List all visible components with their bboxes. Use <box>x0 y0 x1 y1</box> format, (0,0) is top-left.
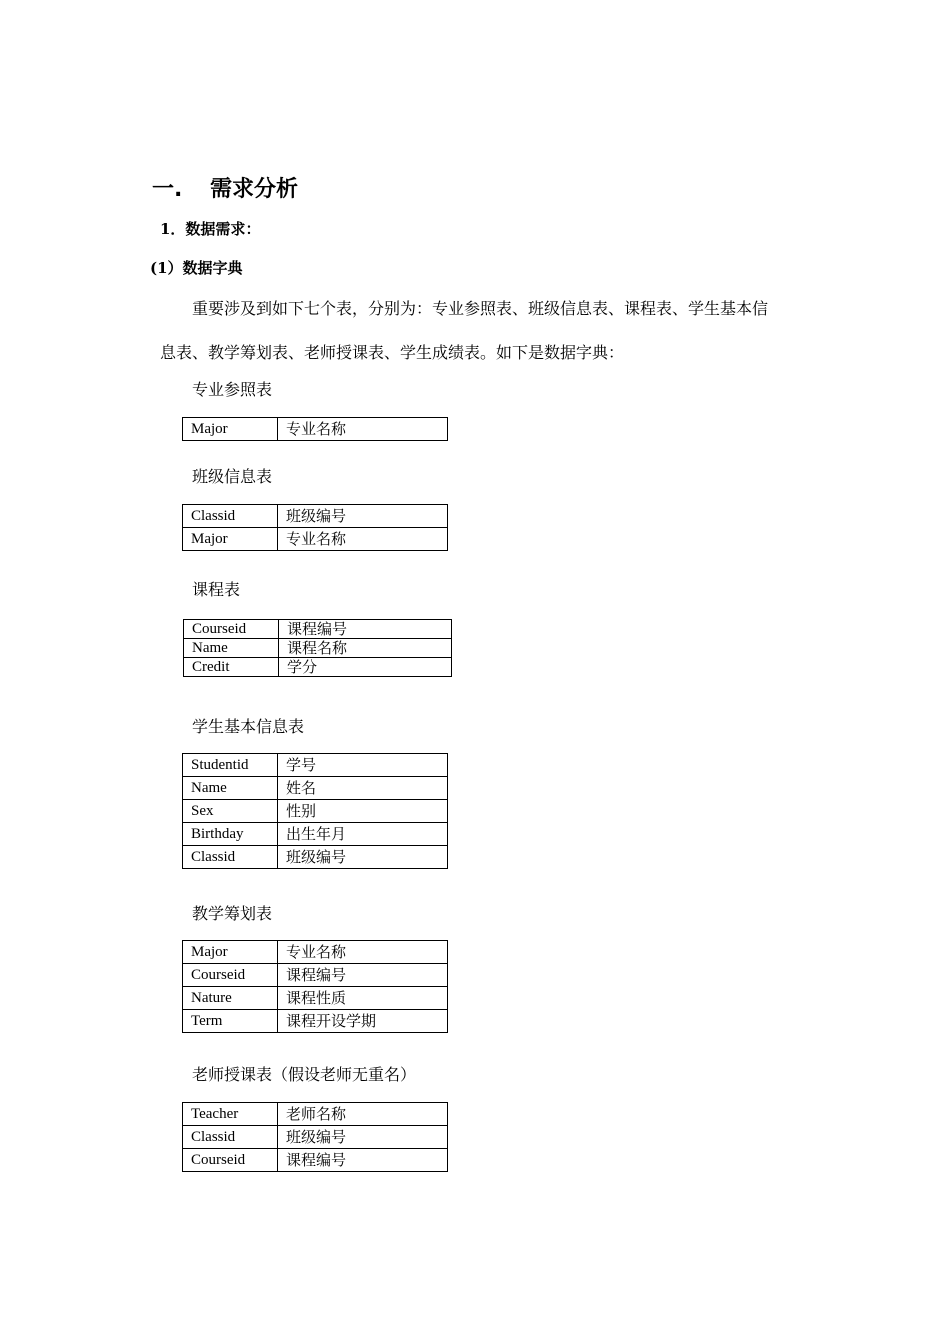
table-row <box>183 754 448 777</box>
field-desc: 专业名称 <box>278 941 448 964</box>
field-desc: 课程开设学期 <box>278 1010 448 1033</box>
field-name: Courseid <box>184 620 279 639</box>
table-caption-teaching-plan: 教学筹划表 <box>192 904 273 923</box>
table-row <box>183 1149 448 1172</box>
field-name: Courseid <box>183 1149 278 1172</box>
field-desc: 出生年月 <box>278 823 448 846</box>
intro-line-2: 息表、教学筹划表、老师授课表、学生成绩表。如下是数据字典： <box>160 343 625 362</box>
field-desc: 学号 <box>278 754 448 777</box>
field-desc: 性别 <box>278 800 448 823</box>
field-name: Term <box>183 1010 278 1033</box>
field-name: Classid <box>183 505 278 528</box>
table-caption-teacher: 老师授课表（假设老师无重名） <box>192 1065 417 1084</box>
field-desc: 课程编号 <box>278 1149 448 1172</box>
field-name: Sex <box>183 800 278 823</box>
table-caption-major: 专业参照表 <box>192 380 273 399</box>
course-table <box>183 619 452 677</box>
table-row <box>183 418 448 441</box>
field-desc: 专业名称 <box>278 418 448 441</box>
field-name: Major <box>183 941 278 964</box>
field-desc: 学分 <box>279 658 452 677</box>
table-caption-class: 班级信息表 <box>192 467 273 486</box>
section-heading <box>152 172 298 203</box>
table-row <box>183 964 448 987</box>
class-info-table <box>182 504 448 551</box>
table-row <box>184 639 452 658</box>
teacher-course-table <box>182 1102 448 1172</box>
field-desc: 课程编号 <box>278 964 448 987</box>
table-row <box>183 528 448 551</box>
field-name: Credit <box>184 658 279 677</box>
table-row <box>183 1126 448 1149</box>
field-desc: 课程名称 <box>279 639 452 658</box>
table-row <box>183 941 448 964</box>
table-row <box>183 1103 448 1126</box>
table-row <box>184 620 452 639</box>
intro-line-1: 重要涉及到如下七个表，分别为：专业参照表、班级信息表、课程表、学生基本信 <box>192 299 769 318</box>
table-row <box>183 777 448 800</box>
field-desc: 课程编号 <box>279 620 452 639</box>
table-row <box>183 846 448 869</box>
field-name: Name <box>183 777 278 800</box>
table-row <box>183 800 448 823</box>
section-title: 需求分析 <box>210 177 299 202</box>
table-row <box>184 658 452 677</box>
field-name: Studentid <box>183 754 278 777</box>
table-row <box>183 505 448 528</box>
field-desc: 班级编号 <box>278 846 448 869</box>
subsubsection-heading: (1）数据字典 <box>150 259 243 277</box>
table-caption-course: 课程表 <box>192 580 241 599</box>
student-info-table <box>182 753 448 869</box>
field-name: Major <box>183 528 278 551</box>
subsection-heading: 1．数据需求： <box>160 220 261 238</box>
field-desc: 课程性质 <box>278 987 448 1010</box>
field-desc: 姓名 <box>278 777 448 800</box>
table-caption-student: 学生基本信息表 <box>192 717 305 736</box>
field-name: Courseid <box>183 964 278 987</box>
field-desc: 班级编号 <box>278 1126 448 1149</box>
field-name: Classid <box>183 1126 278 1149</box>
field-desc: 老师名称 <box>278 1103 448 1126</box>
section-number: 一. <box>152 177 183 202</box>
field-desc: 班级编号 <box>278 505 448 528</box>
table-row <box>183 987 448 1010</box>
table-row <box>183 823 448 846</box>
field-name: Nature <box>183 987 278 1010</box>
field-name: Birthday <box>183 823 278 846</box>
field-name: Name <box>184 639 279 658</box>
field-name: Major <box>183 418 278 441</box>
field-desc: 专业名称 <box>278 528 448 551</box>
teaching-plan-table <box>182 940 448 1033</box>
field-name: Teacher <box>183 1103 278 1126</box>
field-name: Classid <box>183 846 278 869</box>
table-row <box>183 1010 448 1033</box>
major-reference-table <box>182 417 448 441</box>
